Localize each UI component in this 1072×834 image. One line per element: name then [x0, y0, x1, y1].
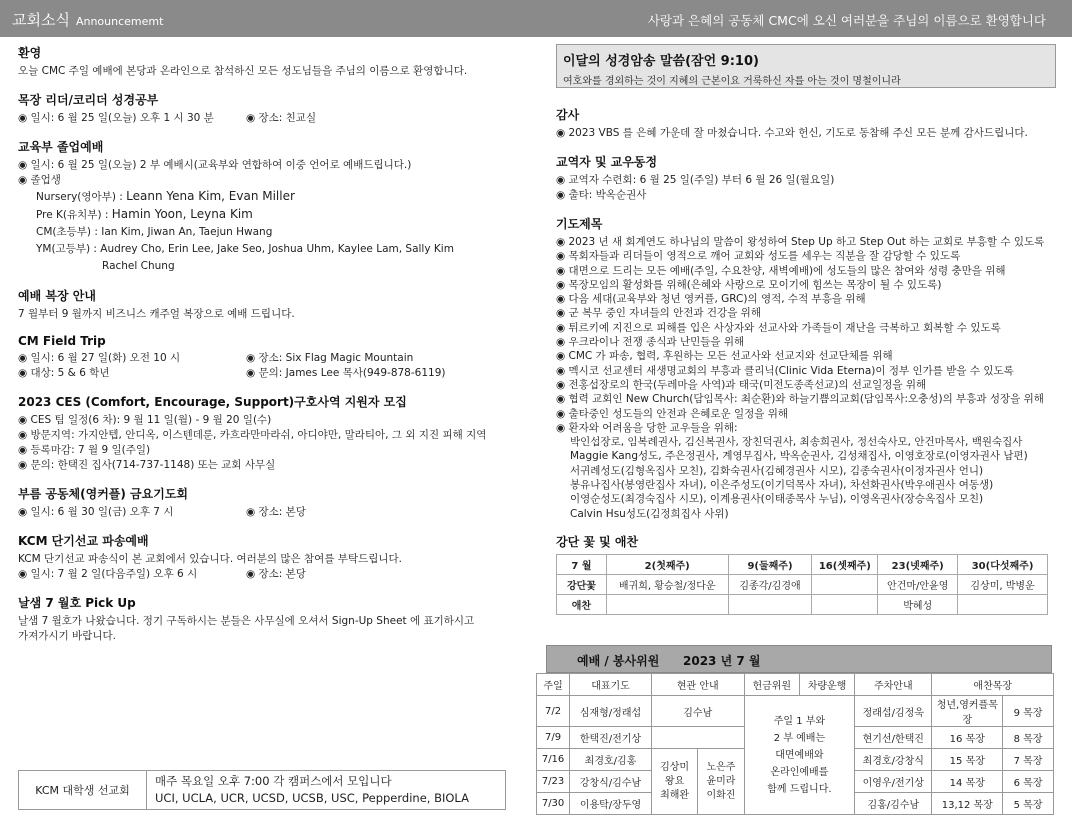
header-title [12, 9, 163, 30]
table-cell: 심재형/정래섭 [570, 696, 652, 727]
patient-line: 서귀례성도(김형옥집사 모친), 김화숙권사(김혜경권사 시모), 김종숙권사(이정자권사 언니) [570, 464, 984, 477]
service-bar [546, 645, 1052, 673]
table-cell: 안건마/안윤영 [878, 574, 958, 594]
section-title: 목장 리더/코리더 성경공부 [18, 93, 159, 107]
section-title: CM Field Trip [18, 334, 106, 348]
table-header: 2(첫째주) [606, 554, 728, 574]
grad-names: Hamin Yoon, Leyna Kim [111, 207, 253, 221]
grad-label: Pre K(유치부) : [36, 209, 112, 221]
section-text: ◉ CES 팀 일정(6 차): 9 월 11 일(월) - 9 월 20 일(수) [18, 414, 272, 426]
flowers-section [556, 533, 1056, 615]
table-cell: 김홍/김수남 [855, 793, 932, 815]
patient-line: 이영순성도(최경숙집사 시모), 이계용권사(이태종목사 누님), 이영옥권사(장승옥집사 모친) [570, 493, 984, 506]
section-text: ◉ 교역자 수련회: 6 월 25 일(주일) 부터 6 월 26 일(월요일) [556, 174, 835, 186]
header-title-en: Announcememt [75, 15, 164, 28]
table-cell: 애찬 [557, 594, 607, 614]
patient-line: Maggie Kang성도, 주은정권사, 계영무집사, 박옥순권사, 김성채집사, 이영호장로(이영자권사 남편) [570, 450, 1028, 463]
section-title: 부름 공동체(영커플) 금요기도회 [18, 487, 189, 501]
date-text: ◉ 일시: 6 월 30 일(금) 오후 7 시 [18, 506, 174, 518]
table-header: 차량운행 [799, 674, 854, 696]
table-cell: 김상미, 박병운 [958, 574, 1048, 594]
table-cell: 7/30 [537, 793, 570, 815]
table-cell: 8 목장 [1003, 727, 1054, 749]
leader-section [18, 91, 528, 126]
service-schedule [541, 645, 1058, 815]
header-title-ko: 교회소식 [12, 11, 70, 29]
table-cell [812, 574, 878, 594]
prayer-item: ◉ 목장모임의 활성화를 위해(은혜와 사랑으로 모이기에 힘쓰는 목장이 될 수 있도록) [556, 278, 942, 291]
kcm-label: KCM 대학생 선교회 [19, 771, 147, 809]
grad-line: YM(고등부) : Audrey Cho, Erin Lee, Jake Seo, Joshua Uhm, Kaylee Lam, Sally Kim [36, 243, 454, 255]
memory-verse-box [556, 44, 1056, 88]
table-cell: 이용탁/장두영 [570, 793, 652, 815]
section-title: 교역자 및 교우동정 [556, 155, 658, 169]
prayer-item: ◉ 튀르키예 지진으로 피해를 입은 사상자와 선교사와 가족들이 재난을 극복하고 회복할 수 있도록 [556, 321, 1001, 334]
section-title: 예배 복장 안내 [18, 289, 96, 303]
section-title: 감사 [556, 108, 580, 122]
prayer-item: ◉ 협력 교회인 New Church(담임목사: 최순환)와 하늘기쁨의교회(담임목사:오충성)의 부흥과 성장을 위해 [556, 393, 1044, 406]
table-cell [958, 594, 1048, 614]
section-title: 기도제목 [556, 217, 603, 231]
left-column [18, 44, 528, 656]
date-text: ◉ 일시: 7 월 2 일(다음주일) 오후 6 시 [18, 568, 198, 580]
graduation-section [18, 138, 528, 275]
table-cell: 7/16 [537, 749, 570, 771]
patient-line: 박인섭장로, 임복례권사, 김신복권사, 장친덕권사, 최송희권사, 정선숙사모, 안건마목사, 백원숙집사 [570, 436, 1023, 449]
service-bar-title: 예배 / 봉사위원 [577, 654, 660, 668]
date-text: ◉ 일시: 6 월 25 일(오늘) 오후 1 시 30 분 [18, 112, 214, 124]
section-text: ◉ 등록마감: 7 월 9 일(주일) [18, 444, 151, 456]
kcm-mission-section [18, 532, 528, 582]
table-row [537, 696, 1054, 727]
table-row [557, 594, 1048, 614]
table-row [557, 554, 1048, 574]
section-text: 오늘 CMC 주일 예배에 본당과 온라인으로 참석하신 모든 성도님들을 주님의 이름으로 환영합니다. [18, 65, 468, 77]
section-text: 7 월부터 9 월까지 비즈니스 캐주얼 복장으로 예배 드립니다. [18, 308, 295, 320]
table-cell: 7/23 [537, 771, 570, 793]
section-text: ◉ 문의: 한택진 집사(714-737-1148) 또는 교회 사무실 [18, 459, 276, 471]
place-text: ◉ 장소: 본당 [246, 568, 306, 580]
table-cell: 이영우/전기상 [855, 771, 932, 793]
section-text: ◉ 2023 VBS 를 은혜 가운데 잘 마쳤습니다. 수고와 헌신, 기도로 동참해 주신 모든 분께 감사드립니다. [556, 127, 1028, 139]
merged-note: 주일 1 부와 2 부 예배는 대면예배와 온라인예배를 함께 드립니다. [744, 696, 854, 815]
section-title: 날샘 7 월호 Pick Up [18, 596, 136, 610]
section-text: 가져가시기 바랍니다. [18, 630, 116, 642]
table-cell: 15 목장 [932, 749, 1003, 771]
prayer-item: ◉ 다음 세대(교육부와 청년 영커플, GRC)의 영적, 수적 부흥을 위해 [556, 293, 866, 306]
prayer-item: ◉ CMC 가 파송, 협력, 후원하는 모든 선교사와 선교지와 선교단체를 위해 [556, 350, 893, 363]
table-row [557, 574, 1048, 594]
prayer-item: ◉ 2023 년 새 회계연도 하나님의 말씀이 왕성하여 Step Up 하고 Step Out 하는 교회로 부흥할 수 있도록 [556, 236, 1045, 248]
prayer-item: ◉ 군 복무 중인 자녀들의 안전과 건강을 위해 [556, 307, 761, 320]
table-cell: 김상미 왕요 최해완 [651, 749, 697, 815]
service-table [536, 673, 1054, 815]
flowers-table [556, 554, 1048, 615]
table-cell: 강단꽃 [557, 574, 607, 594]
prayer-item: ◉ 환자와 어려움을 당한 교우들을 위해: [556, 421, 738, 434]
prayer-item: ◉ 멕시코 선교센터 새생명교회의 부흥과 클리닉(Clinic Vida Eterna)이 정부 인가를 받을 수 있도록 [556, 364, 1014, 377]
kcm-info [155, 773, 469, 807]
kcm-campus-box [18, 770, 506, 810]
table-row [537, 674, 1054, 696]
table-header: 애찬목장 [932, 674, 1054, 696]
welcome-section [18, 44, 528, 79]
place-text: ◉ 장소: 본당 [246, 506, 306, 518]
prayer-meeting-section [18, 485, 528, 520]
table-cell: 한택진/전기상 [570, 727, 652, 749]
place-text: ◉ 장소: 친교실 [246, 112, 317, 124]
table-cell: 13,12 목장 [932, 793, 1003, 815]
grad-label: Nursery(영아부) : [36, 191, 127, 203]
ces-section [18, 393, 528, 473]
prayer-item: ◉ 우크라이나 전쟁 종식과 난민들을 위해 [556, 336, 745, 349]
table-cell: 최경호/강창식 [855, 749, 932, 771]
table-cell: 배귀희, 황승철/정다운 [606, 574, 728, 594]
target-text: ◉ 대상: 5 & 6 학년 [18, 367, 110, 379]
table-cell: 7 목장 [1003, 749, 1054, 771]
date-text: ◉ 일시: 6 월 27 일(화) 오전 10 시 [18, 352, 181, 364]
right-column [556, 44, 1056, 615]
table-cell [651, 727, 744, 749]
verse-text: 여호와를 경외하는 것이 지혜의 근본이요 거룩하신 자를 아는 것이 명철이니라 [563, 76, 901, 87]
verse-title: 이달의 성경암송 말씀(잠언 9:10) [563, 54, 759, 69]
section-text: ◉ 방문지역: 가지안텝, 안디옥, 이스텐데룬, 카흐라만마라쉬, 아디야만, 말라티아, 그 외 지진 피해 지역 [18, 429, 487, 441]
table-header: 현관 안내 [651, 674, 744, 696]
page-header [0, 0, 1072, 37]
table-cell: 박혜성 [878, 594, 958, 614]
table-cell: 청년,영커플목장 [932, 696, 1003, 727]
section-text: ◉ 졸업생 [18, 174, 61, 186]
table-cell: 7/9 [537, 727, 570, 749]
contact-text: ◉ 문의: James Lee 목사(949-878-6119) [246, 367, 446, 379]
table-header: 대표기도 [570, 674, 652, 696]
table-cell: 최경호/김홍 [570, 749, 652, 771]
pastor-news-section [556, 153, 1056, 203]
table-cell: 김종각/김경애 [728, 574, 812, 594]
grad-line: CM(초등부) : Ian Kim, Jiwan An, Taejun Hwang [36, 226, 273, 238]
section-text: ◉ 일시: 6 월 25 일(오늘) 2 부 예배시(교육부와 연합하여 이중 언어로 예배드립니다.) [18, 159, 412, 171]
table-cell: 14 목장 [932, 771, 1003, 793]
table-cell: 정래섭/김정욱 [855, 696, 932, 727]
table-header: 9(둘째주) [728, 554, 812, 574]
grad-names: Leann Yena Kim, Evan Miller [126, 189, 295, 203]
pickup-section [18, 594, 528, 644]
table-cell [812, 594, 878, 614]
section-title: 강단 꽃 및 애찬 [556, 534, 639, 549]
table-cell: 6 목장 [1003, 771, 1054, 793]
table-header: 주일 [537, 674, 570, 696]
section-text: ◉ 출타: 박옥순권사 [556, 189, 647, 201]
section-title: 환영 [18, 46, 42, 60]
table-cell: 현기선/한택진 [855, 727, 932, 749]
table-header: 16(셋째주) [812, 554, 878, 574]
table-header: 주차안내 [855, 674, 932, 696]
graduates-list [36, 188, 528, 275]
table-header: 30(다섯째주) [958, 554, 1048, 574]
table-cell: 7/2 [537, 696, 570, 727]
patient-line: Calvin Hsu성도(김정희집사 사위) [570, 507, 729, 520]
table-header: 7 월 [557, 554, 607, 574]
prayer-item: ◉ 출타중인 성도들의 안전과 은혜로운 일정을 위해 [556, 407, 789, 420]
section-text: KCM 단기선교 파송식이 본 교회에서 있습니다. 여러분의 많은 참여를 부탁드립니다. [18, 553, 402, 565]
table-cell: 9 목장 [1003, 696, 1054, 727]
section-title: 교육부 졸업예배 [18, 140, 104, 154]
place-text: ◉ 장소: Six Flag Magic Mountain [246, 352, 414, 364]
kcm-line: 매주 목요일 오후 7:00 각 캠퍼스에서 모입니다 [155, 774, 392, 788]
table-cell [606, 594, 728, 614]
patient-line: 봉유나집사(봉영란집사 자녀), 이은주성도(이기덕목사 자녀), 차선화권사(박우애권사 여동생) [570, 479, 994, 492]
kcm-line: UCI, UCLA, UCR, UCSD, UCSB, USC, Pepperdine, BIOLA [155, 791, 469, 805]
table-cell: 김수남 [651, 696, 744, 727]
table-cell [728, 594, 812, 614]
prayer-item: ◉ 전홍섭장로의 한국(두레마을 사역)과 태국(미전도종족선교)의 선교일정을 위해 [556, 378, 927, 391]
dress-section [18, 287, 528, 322]
thanks-section [556, 106, 1056, 141]
table-header: 헌금위원 [744, 674, 799, 696]
table-cell: 16 목장 [932, 727, 1003, 749]
prayer-item: ◉ 대면으로 드리는 모든 예배(주일, 수요찬양, 새벽예배)에 성도들의 많은 참여와 성령 충만을 위해 [556, 264, 1006, 277]
grad-line: Rachel Chung [102, 260, 175, 272]
field-trip-section [18, 334, 528, 381]
table-cell: 5 목장 [1003, 793, 1054, 815]
table-cell: 노은주 윤미라 이화진 [698, 749, 744, 815]
section-text: 날샘 7 월호가 나왔습니다. 정기 구독하시는 분들은 사무실에 오셔서 Sign-Up Sheet 에 표기하시고 [18, 615, 475, 627]
header-welcome: 사랑과 은혜의 공동체 CMC에 오신 여러분을 주님의 이름으로 환영합니다 [647, 13, 1046, 28]
table-cell: 강창식/김수남 [570, 771, 652, 793]
prayer-item: ◉ 목회자들과 리더들이 영적으로 깨어 교회와 성도를 세우는 직분을 잘 감당할 수 있도록 [556, 250, 961, 263]
section-title: KCM 단기선교 파송예배 [18, 534, 149, 548]
service-bar-year: 2023 년 7 월 [683, 654, 761, 668]
section-title: 2023 CES (Comfort, Encourage, Support)구호사역 지원자 모집 [18, 395, 407, 409]
prayer-section [556, 215, 1056, 521]
table-header: 23(넷째주) [878, 554, 958, 574]
